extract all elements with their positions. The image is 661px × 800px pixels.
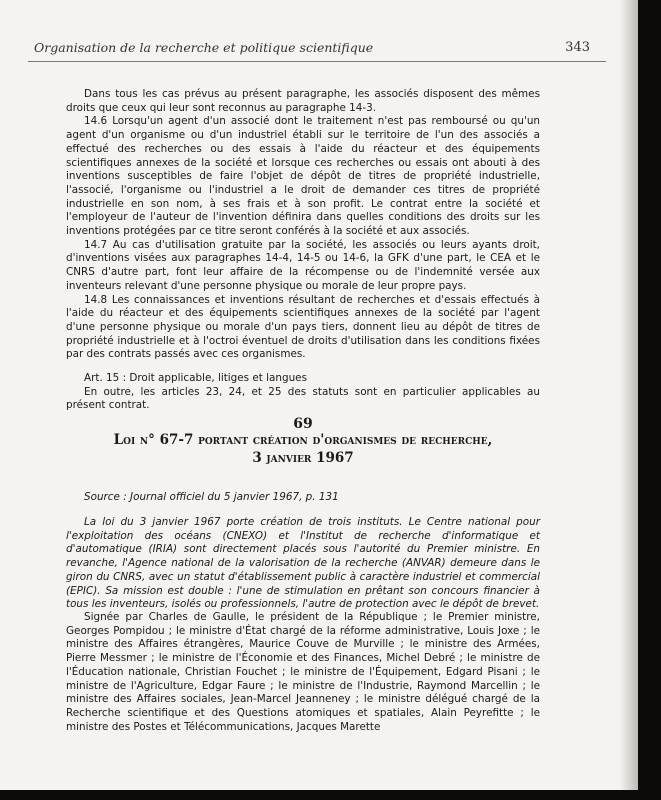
source-label: Source :	[84, 491, 127, 503]
contract-continuation	[66, 88, 540, 413]
source-text: Journal officiel du 5 janvier 1967, p. 131	[130, 491, 339, 503]
source-line	[66, 491, 540, 505]
running-title: Organisation de la recherche et politique scientifique	[34, 40, 374, 55]
law-summary	[66, 516, 540, 612]
paragraph-14-7: 14.7 Au cas d'utilisation gratuite par la société, les associés ou leurs ayants droit, d'inventions visées aux paragraphes 14-4, 14-5 ou 14-6, la GFK d'une part, le CEA et le CNRS d'autre part, font leur affaire de la récompense ou de l'indemnité versée aux inventeurs relevant d'une personne physique ou morale de leur propre pays.	[66, 238, 540, 292]
running-header	[34, 40, 590, 55]
law-title-line-1: Loi n° 67-7 portant création d'organismes de recherche,	[113, 432, 493, 448]
signatures	[66, 611, 540, 734]
paragraph-14-8: 14.8 Les connaissances et inventions résultant de recherches et d'essais effectués à l'aide du réacteur et des équipements scientifiques annexes de la société par l'agent d'une personne physique ou morale d'un pays tiers, donnent lieu au dépôt de titres de propriété industrielle et à l'octroi éventuel de droits d'utilisation dans les conditions fixées par des contrats passés avec ces organismes.	[66, 293, 540, 361]
document-number: 69	[293, 416, 313, 432]
paragraph-14-6: 14.6 Lorsqu'un agent d'un associé dont le traitement n'est pas remboursé ou qu'un agent d'un organisme ou d'un industriel établi sur le territoire de l'un des associés a effectué des recherches ou des essais à l'aide du réacteur et des équipements scientifiques annexes de la société et lorsque ces recherches ou essais ont abouti à des inventions susceptibles de faire l'objet de dépôt de titres de propriété industrielle, l'associé, l'organisme ou l'industriel a le droit de demander ces titres de propriété industrielle en son nom, à ses frais et à son profit. Le contrat entre la société et l'employeur de l'auteur de l'invention définira dans quelles conditions des droits sur les inventions protégées par ce titre seront conférés à la société et aux associés.	[66, 115, 540, 238]
law-title-line-2: 3 janvier 1967	[252, 450, 354, 466]
article-15-text: En outre, les articles 23, 24, et 25 des statuts sont en particulier applicables au présent contrat.	[66, 385, 540, 412]
paragraph-14-5-end: Dans tous les cas prévus au présent paragraphe, les associés disposent des mêmes droits que ceux qui leur sont reconnus au paragraphe 14-3.	[66, 88, 540, 114]
header-rule	[28, 61, 606, 62]
page-number: 343	[565, 40, 590, 55]
summary-paragraph: La loi du 3 janvier 1967 porte création de trois instituts. Le Centre national pour l'exploitation des océans (CNEXO) et l'Institut de recherche d'informatique et d'automatique (IRIA) sont directement placés sous l'autorité du Premier ministre. En revanche, l'Agence national de la valorisation de la recherche (ANVAR) demeure dans le giron du CNRS, avec un statut d'établissement public à caractère industriel et commercial (EPIC). Sa mission est double : l'une de stimulation en prêtant son concours financier à tous les inventeurs, isolés ou professionnels, l'autre de protection avec le dépôt de brevet.	[66, 516, 540, 611]
signatures-paragraph: Signée par Charles de Gaulle, le président de la République ; le Premier ministre, Georges Pompidou ; le ministre d'État chargé de la réforme administrative, Louis Joxe ; le ministre des Affaires étrangères, Maurice Couve de Murville ; le ministre des Armées, Pierre Messmer ; le ministre de l'Économie et des Finances, Michel Debré ; le ministre de l'Éducation nationale, Christian Fouchet ; le ministre de l'Équipement, Edgard Pisani ; le ministre de l'Agriculture, Edgar Faure ; le ministre de l'Industrie, Raymond Marcellin ; le ministre des Affaires sociales, Jean-Marcel Jeanneney ; le ministre délégué chargé de la Recherche scientifique et des Questions atomiques et spatiales, Alain Peyrefitte ; le ministre des Postes et Télécommunications, Jacques Marette	[66, 611, 540, 733]
article-15-heading: Art. 15 : Droit applicable, litiges et langues	[84, 372, 307, 385]
